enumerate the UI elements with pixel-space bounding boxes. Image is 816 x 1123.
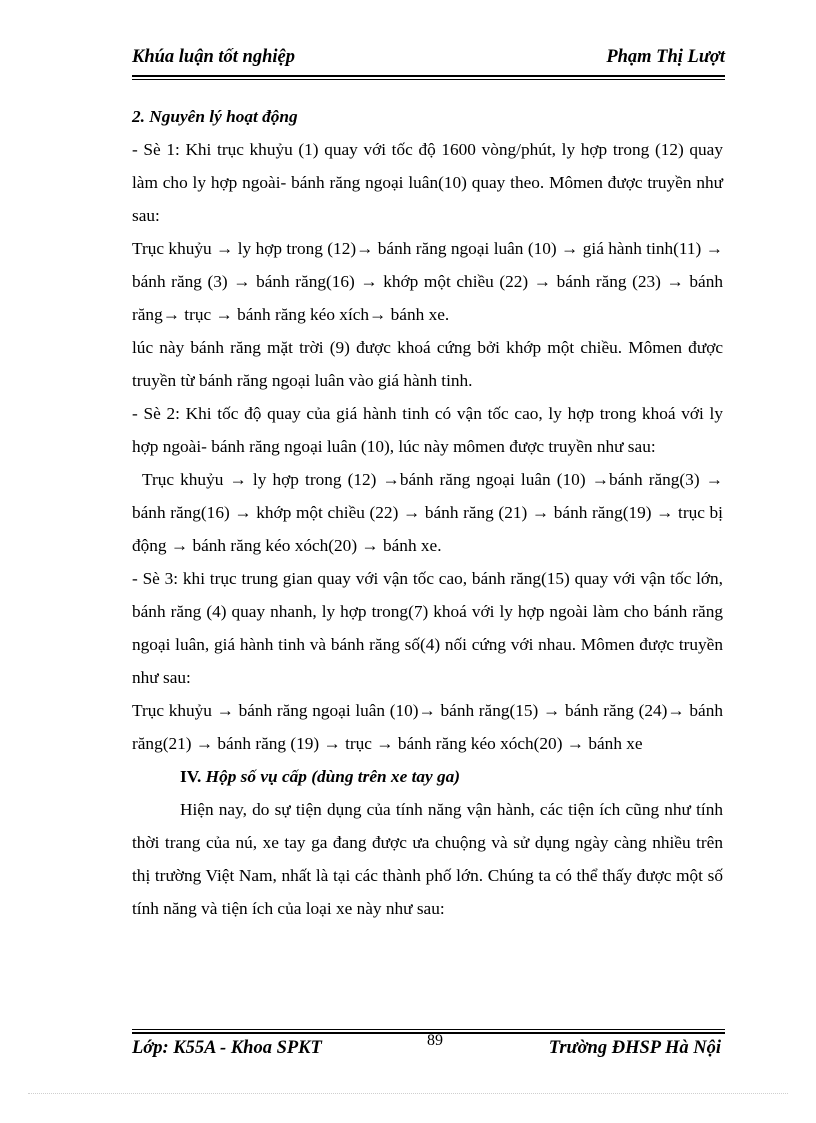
page-number: 89 — [427, 1032, 443, 1049]
footer-school: Trường ĐHSP Hà Nội — [548, 1038, 721, 1058]
section-heading: 2. Nguyên lý hoạt động — [132, 107, 298, 126]
paragraph-stage-3-path: Trục khuỷu → bánh răng ngoại luân (10)→ bánh răng(15) → bánh răng (24)→ bánh răng(21) → bánh răng (19) → trục → bánh răng kéo xóch(20) → bánh xe — [132, 701, 723, 753]
document-body — [132, 100, 723, 925]
paragraph-stage-1: - Sè 1: Khi trục khuỷu (1) quay với tốc độ 1600 vòng/phút, ly hợp trong (12) quay làm cho ly hợp ngoài- bánh răng ngoại luân(10) quay theo. Mômen được truyền như sau: — [132, 140, 723, 225]
section-title-text: Hộp số vụ cấp (dùng trên xe tay ga) — [205, 767, 461, 786]
paragraph-stage-2-path: Trục khuỷu → ly hợp trong (12) →bánh răng ngoại luân (10) →bánh răng(3) → bánh răng(16) → khớp một chiều (22) → bánh răng (21) → bánh răng(19) → trục bị động → bánh răng kéo xóch(20) → bánh xe. — [132, 470, 723, 555]
footer-class: Lớp: K55A - Khoa SPKT — [132, 1038, 322, 1058]
header-author-name: Phạm Thị Lượt — [606, 47, 725, 67]
paragraph-stage-3: - Sè 3: khi trục trung gian quay với vận tốc cao, bánh răng(15) quay với vận tốc lớn, bánh răng (4) quay nhanh, ly hợp trong(7) khoá với ly hợp ngoài làm cho bánh răng ngoại luân, giá hành tinh và bánh răng số(4) nối cứng với nhau. Mômen được truyền như sau: — [132, 569, 723, 687]
bottom-dotted-line — [28, 1093, 788, 1094]
paragraph-stage-2: - Sè 2: Khi tốc độ quay của giá hành tinh có vận tốc cao, ly hợp trong khoá với ly hợp ngoài- bánh răng ngoại luân (10), lúc này mômen được truyền như sau: — [132, 404, 723, 456]
page-header — [132, 47, 725, 68]
section-number: IV. — [180, 767, 202, 786]
header-rule — [132, 75, 725, 77]
paragraph-intro: Hiện nay, do sự tiện dụng của tính năng vận hành, các tiện ích cũng như tính thời trang của nú, xe tay ga đang được ưa chuộng và sử dụng ngày càng nhiều trên thị trường Việt Nam, nhất là tại các thành phố lớn. Chúng ta có thể thấy được một số tính năng và tiện ích của loại xe này như sau: — [132, 800, 723, 918]
paragraph-stage-1-note: lúc này bánh răng mặt trời (9) được khoá cứng bởi khớp một chiều. Mômen được truyền từ bánh răng ngoại luân vào giá hành tinh. — [132, 338, 723, 390]
header-thesis-title: Khúa luận tốt nghiệp — [132, 47, 295, 67]
paragraph-stage-1-path: Trục khuỷu → ly hợp trong (12)→ bánh răng ngoại luân (10) → giá hành tinh(11) → bánh răng (3) → bánh răng(16) → khớp một chiều (22) → bánh răng (23) → bánh răng→ trục → bánh răng kéo xích→ bánh xe. — [132, 239, 723, 324]
footer-rule-thin — [132, 1029, 725, 1030]
section-title — [132, 760, 723, 793]
header-rule-thin — [132, 79, 725, 80]
